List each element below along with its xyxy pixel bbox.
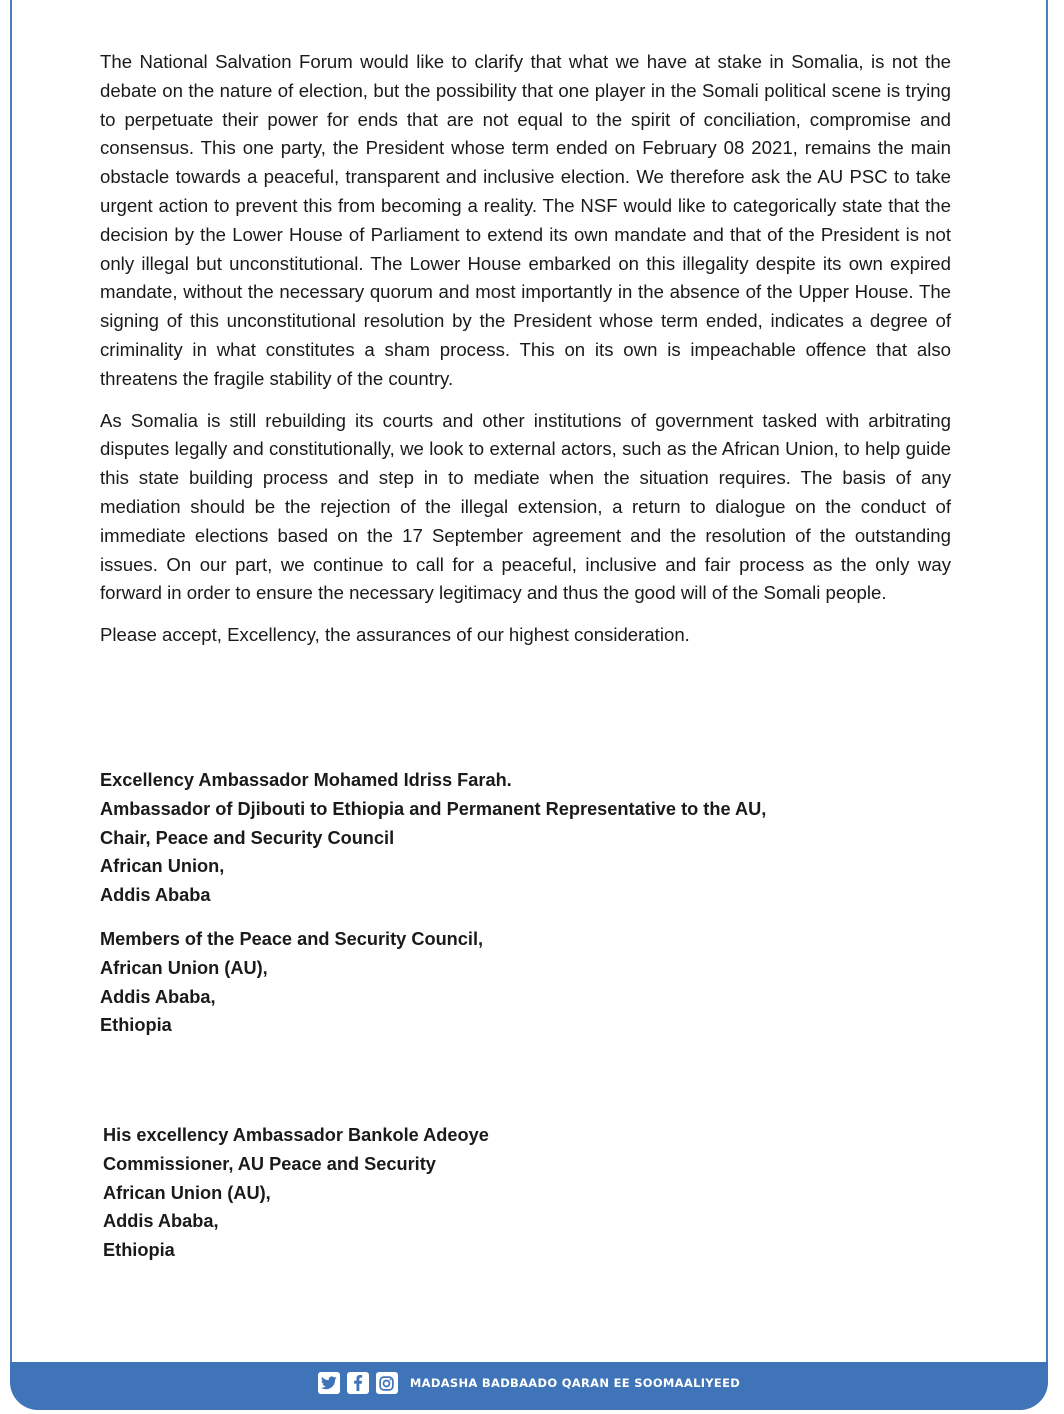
- twitter-icon[interactable]: [318, 1372, 340, 1394]
- recipient-chair-role: Chair, Peace and Security Council: [100, 827, 395, 848]
- paragraph-1: The National Salvation Forum would like to clarify that what we have at stake in Somalia, is not the debate on the nature of election, but the possibility that one player in the Somali political scene is trying to perpetuate their power for ends that are not equal to the spirit of conciliation, compromise and consensus. This one party, the President whose term ended on February 08 2021, remains the main obstacle towards a peaceful, transparent and inclusive election. We therefore ask the AU PSC to take urgent action to prevent this from becoming a reality. The NSF would like to categorically state that the decision by the Lower House of Parliament to extend its own mandate and that of the President is not only illegal but unconstitutional. The Lower House embarked on this illegality despite its own expired mandate, without the necessary quorum and most importantly in the absence of the Upper House. The signing of this unconstitutional resolution by the President whose term ended, indicates a degree of criminality in what constitutes a sham process. This on its own is impeachable offence that also threatens the fragile stability of the country.: [100, 51, 951, 389]
- recipient-members-city: Addis Ababa,: [100, 986, 216, 1007]
- letter-body: [100, 48, 951, 650]
- recipient-commissioner-city: Addis Ababa,: [103, 1211, 219, 1232]
- footer-org-name: MADASHA BADBAADO QARAN EE SOOMAALIYEED: [409, 1376, 741, 1390]
- recipient-chair-org: African Union,: [100, 856, 225, 877]
- recipient-members-country: Ethiopia: [100, 1015, 172, 1036]
- instagram-icon[interactable]: [376, 1372, 398, 1394]
- footer-content: [10, 1370, 1048, 1396]
- closing-line: Please accept, Excellency, the assurances of our highest consideration.: [100, 624, 690, 646]
- recipient-commissioner: [103, 1121, 489, 1265]
- facebook-icon[interactable]: [347, 1372, 369, 1394]
- recipient-chair-title: Ambassador of Djibouti to Ethiopia and Permanent Representative to the AU,: [100, 798, 767, 819]
- footer-band: [10, 1362, 1048, 1410]
- paragraph-2: As Somalia is still rebuilding its courts and other institutions of government tasked with arbitrating disputes legally and constitutionally, we look to external actors, such as the African Union, to help guide this state building process and step in to mediate when the situation requires. The basis of any mediation should be the rejection of the illegal extension, a return to dialogue on the conduct of immediate elections based on the 17 September agreement and the resolution of the outstanding issues. On our part, we continue to call for a peaceful, inclusive and fair process as the only way forward in order to ensure the necessary legitimacy and thus the good will of the Somali people.: [100, 409, 951, 604]
- recipient-commissioner-org: African Union (AU),: [103, 1182, 271, 1203]
- recipient-members: [100, 925, 483, 1040]
- recipient-commissioner-title: Commissioner, AU Peace and Security: [103, 1153, 436, 1174]
- recipient-commissioner-name: His excellency Ambassador Bankole Adeoye: [103, 1125, 489, 1145]
- recipient-chair-city: Addis Ababa: [100, 885, 211, 906]
- recipient-chair: [100, 766, 766, 910]
- recipient-commissioner-country: Ethiopia: [103, 1240, 175, 1261]
- recipient-members-org: African Union (AU),: [100, 957, 268, 978]
- recipient-members-name: Members of the Peace and Security Council,: [100, 929, 484, 949]
- recipient-chair-name: Excellency Ambassador Mohamed Idriss Farah.: [100, 770, 512, 790]
